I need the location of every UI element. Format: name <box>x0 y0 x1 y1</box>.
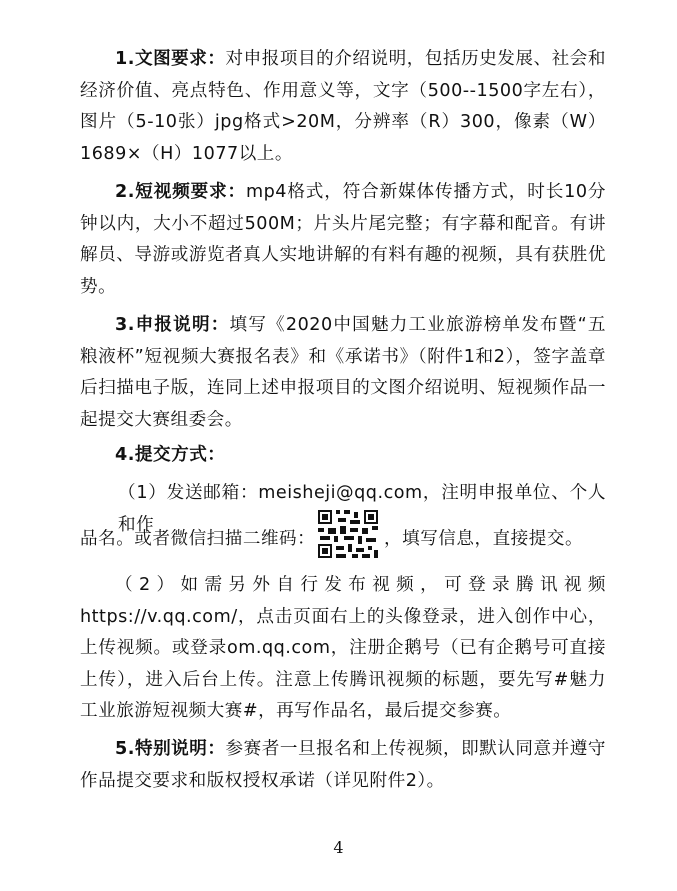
section-1-label: 1.文图要求： <box>115 49 226 69</box>
section-1-text: 对申报项目的介绍说明，包括历史发展、社会和经济价值、亮点特色、作用意义等，文字（500--1500字左右），图片（5-10张）jpg格式>20M，分辨率（R）300，像素（W）1689×（H）1077以上。 <box>80 49 606 164</box>
qr-line <box>80 508 606 560</box>
section-1-paragraph <box>80 44 606 170</box>
item-1-after-qr: ，填写信息，直接提交。 <box>384 529 584 549</box>
section-2-label: 2.短视频要求： <box>115 182 246 202</box>
section-3-paragraph <box>80 310 606 436</box>
section-4-item-2: （2）如需另外自行发布视频，可登录腾讯视频https://v.qq.com/，点击页面右上的头像登录，进入创作中心，上传视频。或登录om.qq.com，注册企鹅号（已有企鹅号可直接上传），进入后台上传。注意上传腾讯视频的标题，要先写#魅力工业旅游短视频大赛#，再写作品名，最后提交参赛。 <box>80 575 606 721</box>
section-4-label: 4.提交方式： <box>115 445 226 465</box>
section-5-text: 参赛者一旦报名和上传视频，即默认同意并遵守作品提交要求和版权授权承诺（详见附件2）。 <box>80 739 606 791</box>
section-3-text: 填写《2020中国魅力工业旅游榜单发布暨“五粮液杯”短视频大赛报名表》和《承诺书》（附件1和2），签字盖章后扫描电子版，连同上述申报项目的文图介绍说明、短视频作品一起提交大赛组委会。 <box>80 315 606 430</box>
section-3-label: 3.申报说明： <box>115 315 230 335</box>
section-5-paragraph <box>80 734 606 797</box>
item-1-before-qr: 品名。或者微信扫描二维码： <box>80 529 316 549</box>
section-5-label: 5.特别说明： <box>115 739 226 759</box>
section-2-paragraph <box>80 177 606 303</box>
section-4-item-1-line-1: （1）发送邮箱：meisheji@qq.com，注明申报单位、个人和作 <box>118 483 606 535</box>
page-number: 4 <box>333 838 344 857</box>
qr-code-icon[interactable] <box>316 508 380 560</box>
section-2-text: mp4格式，符合新媒体传播方式，时长10分钟以内，大小不超过500M；片头片尾完整；有字幕和配音。有讲解员、导游或游览者真人实地讲解的有料有趣的视频，具有获胜优势。 <box>80 182 606 297</box>
section-4-heading <box>80 440 606 472</box>
